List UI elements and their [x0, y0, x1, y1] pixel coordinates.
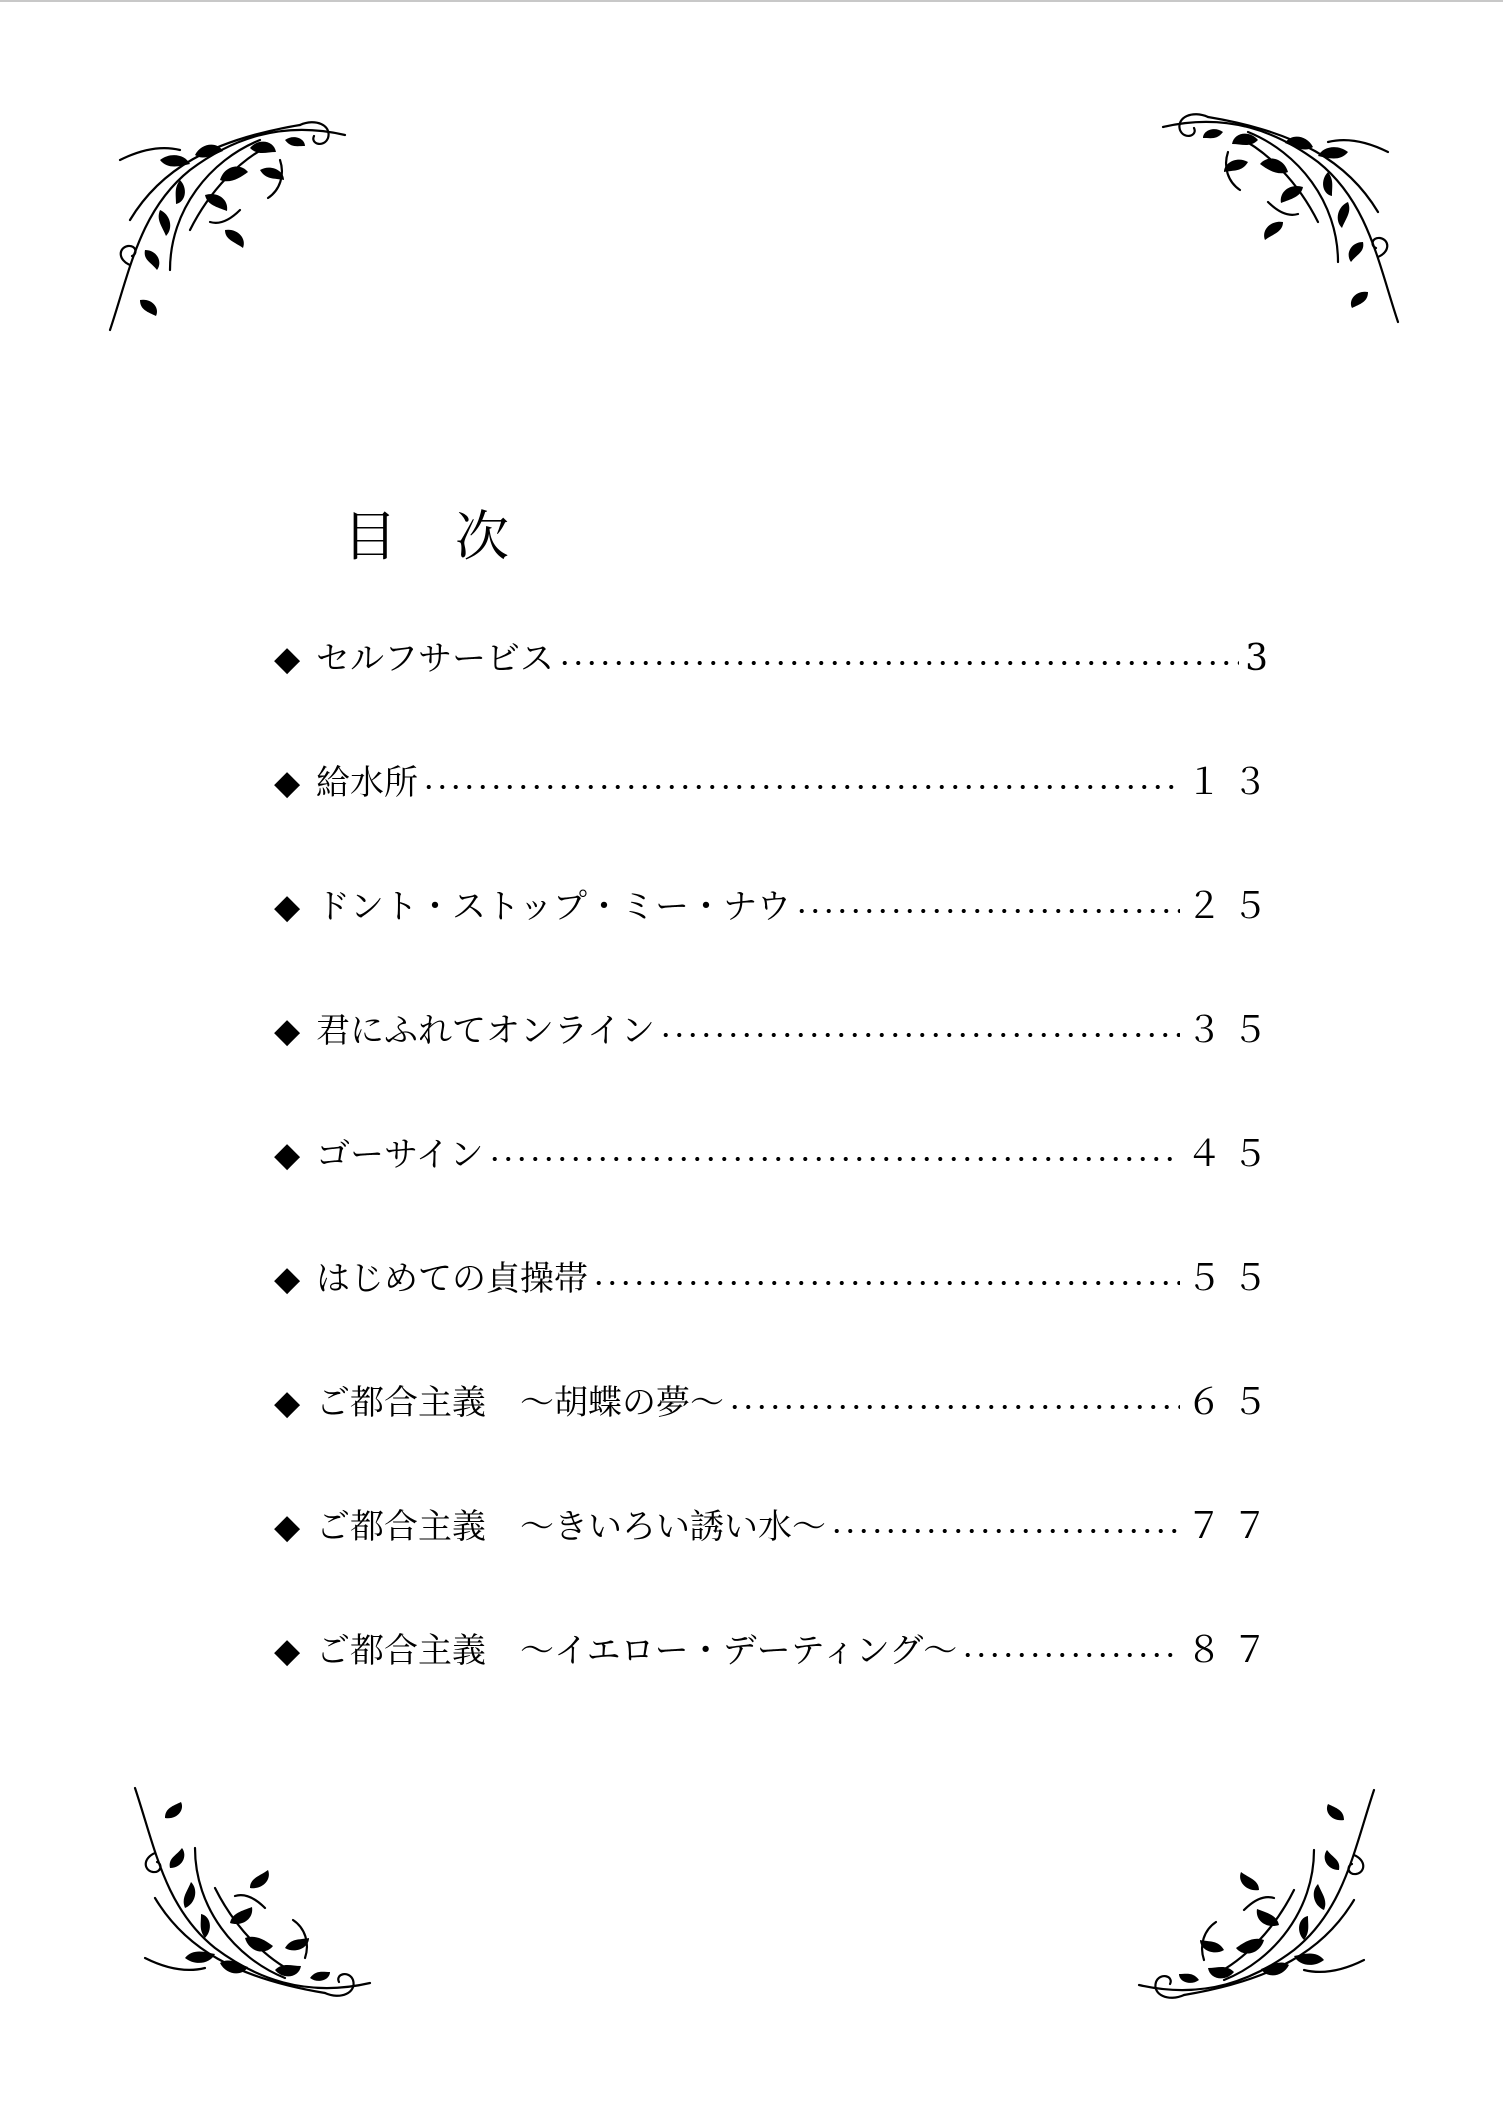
toc-entry-title: セルフサービス	[316, 639, 554, 679]
dot-leader	[961, 1653, 1180, 1657]
toc-entry-title: ご都合主義 ～きいろい誘い水～	[316, 1507, 826, 1547]
dot-leader	[558, 661, 1239, 665]
toc-entry-page-number: ３５	[1185, 1010, 1278, 1051]
black-diamond-icon: ◆	[274, 1507, 301, 1547]
toc-entry-page-number: ８７	[1185, 1630, 1278, 1671]
dot-leader	[592, 1281, 1180, 1285]
dot-leader	[422, 785, 1180, 789]
black-diamond-icon: ◆	[274, 1631, 301, 1671]
toc-entry-title: 君にふれてオンライン	[316, 1011, 655, 1051]
toc-entry-title: 給水所	[316, 763, 418, 803]
black-diamond-icon: ◆	[274, 1011, 301, 1051]
toc-entry-title: ご都合主義 ～胡蝶の夢～	[316, 1383, 724, 1423]
toc-entry[interactable]	[274, 1130, 1278, 1180]
toc-entry-title: はじめての貞操帯	[316, 1259, 588, 1299]
toc-entry-title: ご都合主義 ～イエロー・デーティング～	[316, 1631, 958, 1671]
black-diamond-icon: ◆	[274, 763, 301, 803]
toc-entry[interactable]	[274, 1626, 1278, 1676]
toc-entry-page-number: ２５	[1185, 886, 1278, 927]
dot-leader	[830, 1529, 1180, 1533]
dot-leader	[728, 1405, 1180, 1409]
toc-entry-page-number: ４５	[1185, 1134, 1278, 1175]
black-diamond-icon: ◆	[274, 1135, 301, 1175]
toc-entry[interactable]	[274, 634, 1278, 684]
black-diamond-icon: ◆	[274, 1259, 301, 1299]
toc-entry[interactable]	[274, 1378, 1278, 1428]
page-title: 目 次	[343, 505, 511, 569]
dot-leader	[488, 1157, 1180, 1161]
page-top-border	[0, 0, 1503, 2]
toc-entry[interactable]	[274, 1006, 1278, 1056]
toc-entry[interactable]	[274, 882, 1278, 932]
toc-entry-page-number: 3	[1245, 638, 1278, 679]
toc-entry-page-number: ７７	[1185, 1506, 1278, 1547]
table-of-contents	[274, 634, 1278, 1750]
floral-flourish-icon-top-left	[100, 100, 350, 340]
black-diamond-icon: ◆	[274, 887, 301, 927]
black-diamond-icon: ◆	[274, 1383, 301, 1423]
toc-entry-page-number: ６５	[1185, 1382, 1278, 1423]
toc-entry-page-number: ５５	[1185, 1258, 1278, 1299]
dot-leader	[795, 909, 1180, 913]
dot-leader	[659, 1033, 1180, 1037]
black-diamond-icon: ◆	[274, 639, 301, 679]
toc-entry-title: ゴーサイン	[316, 1135, 484, 1175]
floral-flourish-icon-top-right	[1158, 92, 1408, 332]
toc-entry-title: ドント・ストップ・ミー・ナウ	[316, 887, 791, 927]
floral-flourish-icon-bottom-left	[125, 1778, 375, 2018]
toc-entry[interactable]	[274, 1254, 1278, 1304]
toc-entry[interactable]	[274, 758, 1278, 808]
floral-flourish-icon-bottom-right	[1134, 1780, 1384, 2020]
toc-entry-page-number: １３	[1185, 762, 1278, 803]
toc-entry[interactable]	[274, 1502, 1278, 1552]
